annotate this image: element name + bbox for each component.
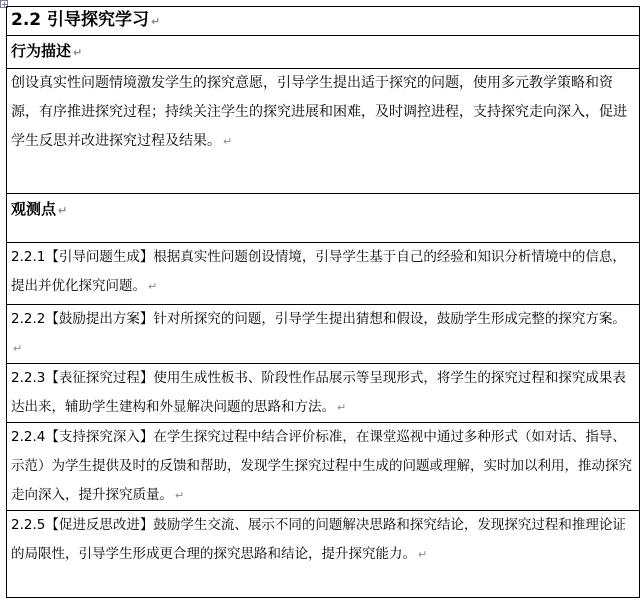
item-id: 2.2.3 [11, 370, 46, 386]
item-text: 在学生探究过程中结合评价标准，在课堂巡视中通过多种形式（如对话、指导、示范）为学生提供及时的反馈和帮助，发现学生探究过程中生成的问题或理解，实时加以利用，推动探究走向深入，提升探究质量。 [11, 429, 632, 503]
paragraph-mark-icon: ↵ [151, 15, 161, 28]
paragraph-mark-icon: ↵ [58, 204, 68, 217]
item-label: 【表征探究过程】 [45, 370, 154, 386]
behavior-heading: 行为描述 [11, 42, 72, 60]
observation-item-row [7, 423, 640, 511]
item-id: 2.2.4 [11, 429, 46, 445]
item-text: 根据真实性问题创设情境，引导学生基于自己的经验和知识分析情境中的信息，提出并优化探究问题。 [11, 249, 626, 294]
observation-heading: 观测点 [11, 200, 57, 218]
observation-heading-cell [7, 194, 640, 243]
observation-item-row [7, 243, 640, 305]
paragraph-mark-icon: ↵ [73, 46, 83, 59]
observation-heading-row [7, 194, 640, 243]
item-id: 2.2.2 [11, 311, 46, 327]
observation-item-row [7, 305, 640, 364]
behavior-heading-cell [7, 36, 640, 69]
item-label: 【支持探究深入】 [45, 429, 154, 445]
item-label: 【鼓励提出方案】 [45, 311, 154, 327]
paragraph-mark-icon: ↵ [418, 548, 428, 561]
item-text: 鼓励学生交流、展示不同的问题解决思路和探究结论，发现探究过程和推理论证的局限性，引导学生形成更合理的探究思路和结论，提升探究能力。 [11, 517, 626, 562]
item-label: 【引导问题生成】 [45, 249, 154, 265]
observation-item-row [7, 511, 640, 598]
item-text: 使用生成性板书、阶段性作品展示等呈现形式，将学生的探究过程和探究成果表达出来，辅助学生建构和外显解决问题的思路和方法。 [11, 370, 626, 415]
item-text: 针对所探究的问题，引导学生提出猜想和假设，鼓励学生形成完整的探究方案。 [153, 311, 626, 327]
item-label: 【促进反思改进】 [45, 517, 154, 533]
section-title-cell [7, 7, 640, 36]
document-table [6, 6, 640, 598]
section-title: 2.2 引导探究学习 [11, 10, 150, 30]
paragraph-mark-icon: ↵ [337, 401, 347, 414]
observation-item [7, 305, 640, 364]
behavior-heading-row [7, 36, 640, 69]
observation-item [7, 423, 640, 511]
behavior-text-row [7, 69, 640, 194]
paragraph-mark-icon: ↵ [223, 135, 233, 148]
item-id: 2.2.5 [11, 517, 46, 533]
behavior-text-cell [7, 69, 640, 194]
paragraph-mark-icon: ↵ [175, 489, 185, 502]
observation-item [7, 243, 640, 305]
behavior-text: 创设真实性问题情境激发学生的探究意愿，引导学生提出适于探究的问题，使用多元教学策略和资源，有序推进探究过程；持续关注学生的探究进展和困难，及时调控进程，支持探究走向深入，促进学生反思并改进探究过程及结果。 [11, 75, 627, 149]
observation-item [7, 511, 640, 598]
paragraph-mark-icon: ↵ [148, 280, 158, 293]
observation-item-row [7, 364, 640, 423]
section-title-row [7, 7, 640, 36]
paragraph-mark-icon: ↵ [13, 342, 23, 355]
observation-item [7, 364, 640, 423]
item-id: 2.2.1 [11, 249, 46, 265]
